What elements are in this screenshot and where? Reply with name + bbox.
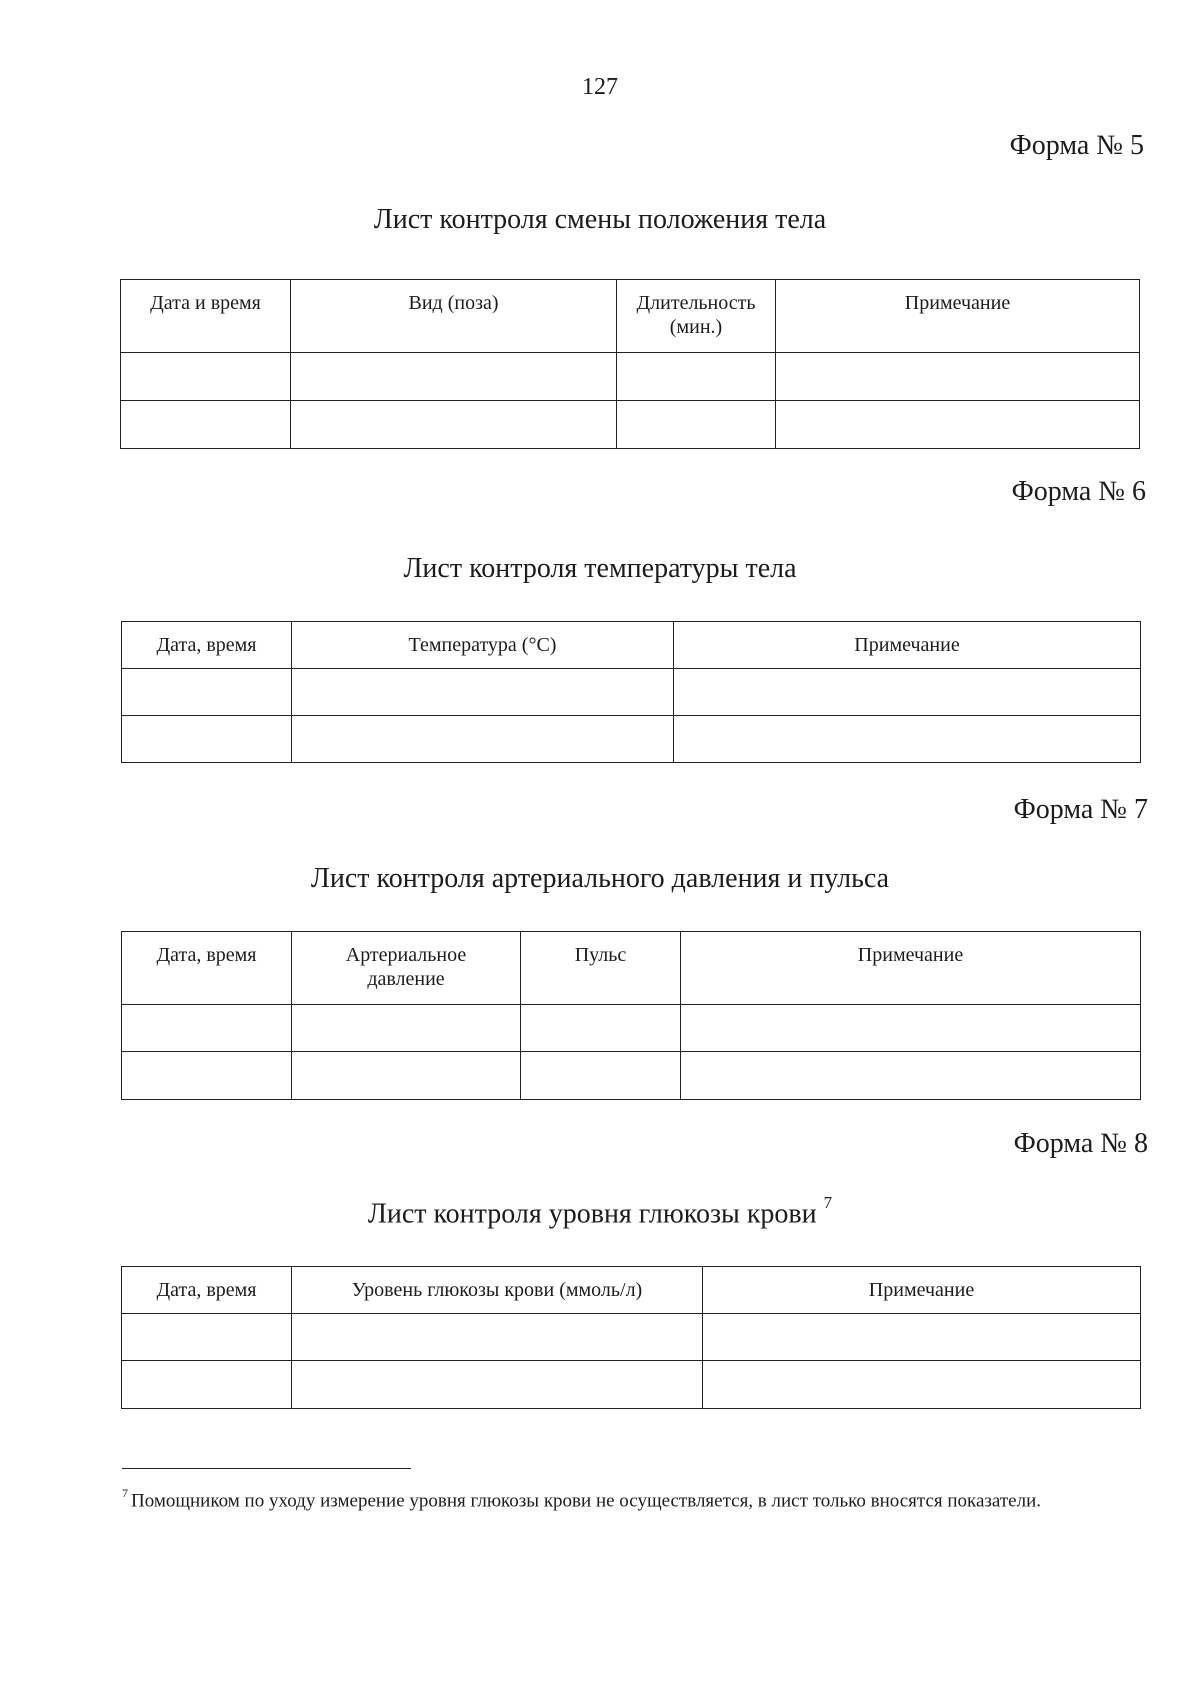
table-row bbox=[122, 716, 1141, 763]
table-cell[interactable] bbox=[292, 669, 674, 716]
footnote-divider bbox=[122, 1468, 411, 1469]
table-cell[interactable] bbox=[121, 353, 291, 401]
table-cell[interactable] bbox=[291, 401, 617, 449]
table-cell[interactable] bbox=[292, 1052, 521, 1100]
table-cell[interactable] bbox=[674, 669, 1141, 716]
table-cell[interactable] bbox=[617, 401, 776, 449]
footnote-text: Помощником по уходу измерение уровня глюкозы крови не осуществляется, в лист только вносятся показатели. bbox=[131, 1490, 1041, 1512]
form-5-label: Форма № 5 bbox=[1009, 130, 1144, 161]
footnote-reference: 7 bbox=[823, 1193, 833, 1212]
header-cell-pulse: Пульс bbox=[521, 932, 681, 1005]
table-cell[interactable] bbox=[776, 401, 1140, 449]
table-cell[interactable] bbox=[122, 716, 292, 763]
table-cell[interactable] bbox=[674, 716, 1141, 763]
form-6-label: Форма № 6 bbox=[1011, 476, 1146, 507]
header-cell-note: Примечание bbox=[703, 1267, 1141, 1314]
table-cell[interactable] bbox=[122, 1005, 292, 1052]
table-cell[interactable] bbox=[292, 1005, 521, 1052]
header-cell-note: Примечание bbox=[776, 280, 1140, 353]
table-header-row bbox=[122, 932, 1141, 1005]
table-cell[interactable] bbox=[121, 401, 291, 449]
form-8-title-text: Лист контроля уровня глюкозы крови bbox=[367, 1198, 817, 1230]
table-row bbox=[122, 1052, 1141, 1100]
form-8-table bbox=[121, 1266, 1141, 1409]
table-header-row bbox=[122, 622, 1141, 669]
table-header-row bbox=[121, 280, 1140, 353]
header-cell-glucose: Уровень глюкозы крови (ммоль/л) bbox=[292, 1267, 703, 1314]
header-cell-date-time: Дата, время bbox=[122, 622, 292, 669]
table-row bbox=[122, 669, 1141, 716]
header-cell-duration: Длительность (мин.) bbox=[617, 280, 776, 353]
table-cell[interactable] bbox=[681, 1052, 1141, 1100]
header-cell-pose: Вид (поза) bbox=[291, 280, 617, 353]
header-cell-date-time: Дата и время bbox=[121, 280, 291, 353]
header-cell-blood-pressure: Артериальное давление bbox=[292, 932, 521, 1005]
table-cell[interactable] bbox=[703, 1361, 1141, 1409]
table-cell[interactable] bbox=[292, 1314, 703, 1361]
table-header-row bbox=[122, 1267, 1141, 1314]
footnote bbox=[122, 1482, 1146, 1514]
header-cell-date-time: Дата, время bbox=[122, 1267, 292, 1314]
table-cell[interactable] bbox=[122, 1361, 292, 1409]
table-cell[interactable] bbox=[291, 353, 617, 401]
table-cell[interactable] bbox=[617, 353, 776, 401]
form-7-table bbox=[121, 931, 1141, 1100]
form-6-table bbox=[121, 621, 1141, 763]
form-7-title: Лист контроля артериального давления и пульса bbox=[310, 863, 890, 894]
form-7-label: Форма № 7 bbox=[1013, 794, 1148, 825]
form-8-title bbox=[0, 1193, 1200, 1230]
table-cell[interactable] bbox=[703, 1314, 1141, 1361]
table-row bbox=[121, 353, 1140, 401]
table-row bbox=[122, 1005, 1141, 1052]
table-cell[interactable] bbox=[122, 1314, 292, 1361]
table-cell[interactable] bbox=[776, 353, 1140, 401]
table-row bbox=[122, 1361, 1141, 1409]
table-cell[interactable] bbox=[521, 1052, 681, 1100]
table-cell[interactable] bbox=[122, 669, 292, 716]
header-cell-note: Примечание bbox=[681, 932, 1141, 1005]
table-cell[interactable] bbox=[122, 1052, 292, 1100]
header-cell-note: Примечание bbox=[674, 622, 1141, 669]
form-8-label: Форма № 8 bbox=[1013, 1128, 1148, 1159]
header-cell-date-time: Дата, время bbox=[122, 932, 292, 1005]
table-row bbox=[122, 1314, 1141, 1361]
table-cell[interactable] bbox=[292, 1361, 703, 1409]
footnote-marker: 7 bbox=[122, 1486, 128, 1500]
form-5-title: Лист контроля смены положения тела bbox=[373, 204, 827, 235]
table-cell[interactable] bbox=[681, 1005, 1141, 1052]
table-cell[interactable] bbox=[521, 1005, 681, 1052]
form-5-table bbox=[120, 279, 1140, 449]
table-row bbox=[121, 401, 1140, 449]
form-6-title: Лист контроля температуры тела bbox=[403, 553, 797, 584]
header-cell-temperature: Температура (°С) bbox=[292, 622, 674, 669]
page-number: 127 bbox=[582, 74, 618, 100]
table-cell[interactable] bbox=[292, 716, 674, 763]
